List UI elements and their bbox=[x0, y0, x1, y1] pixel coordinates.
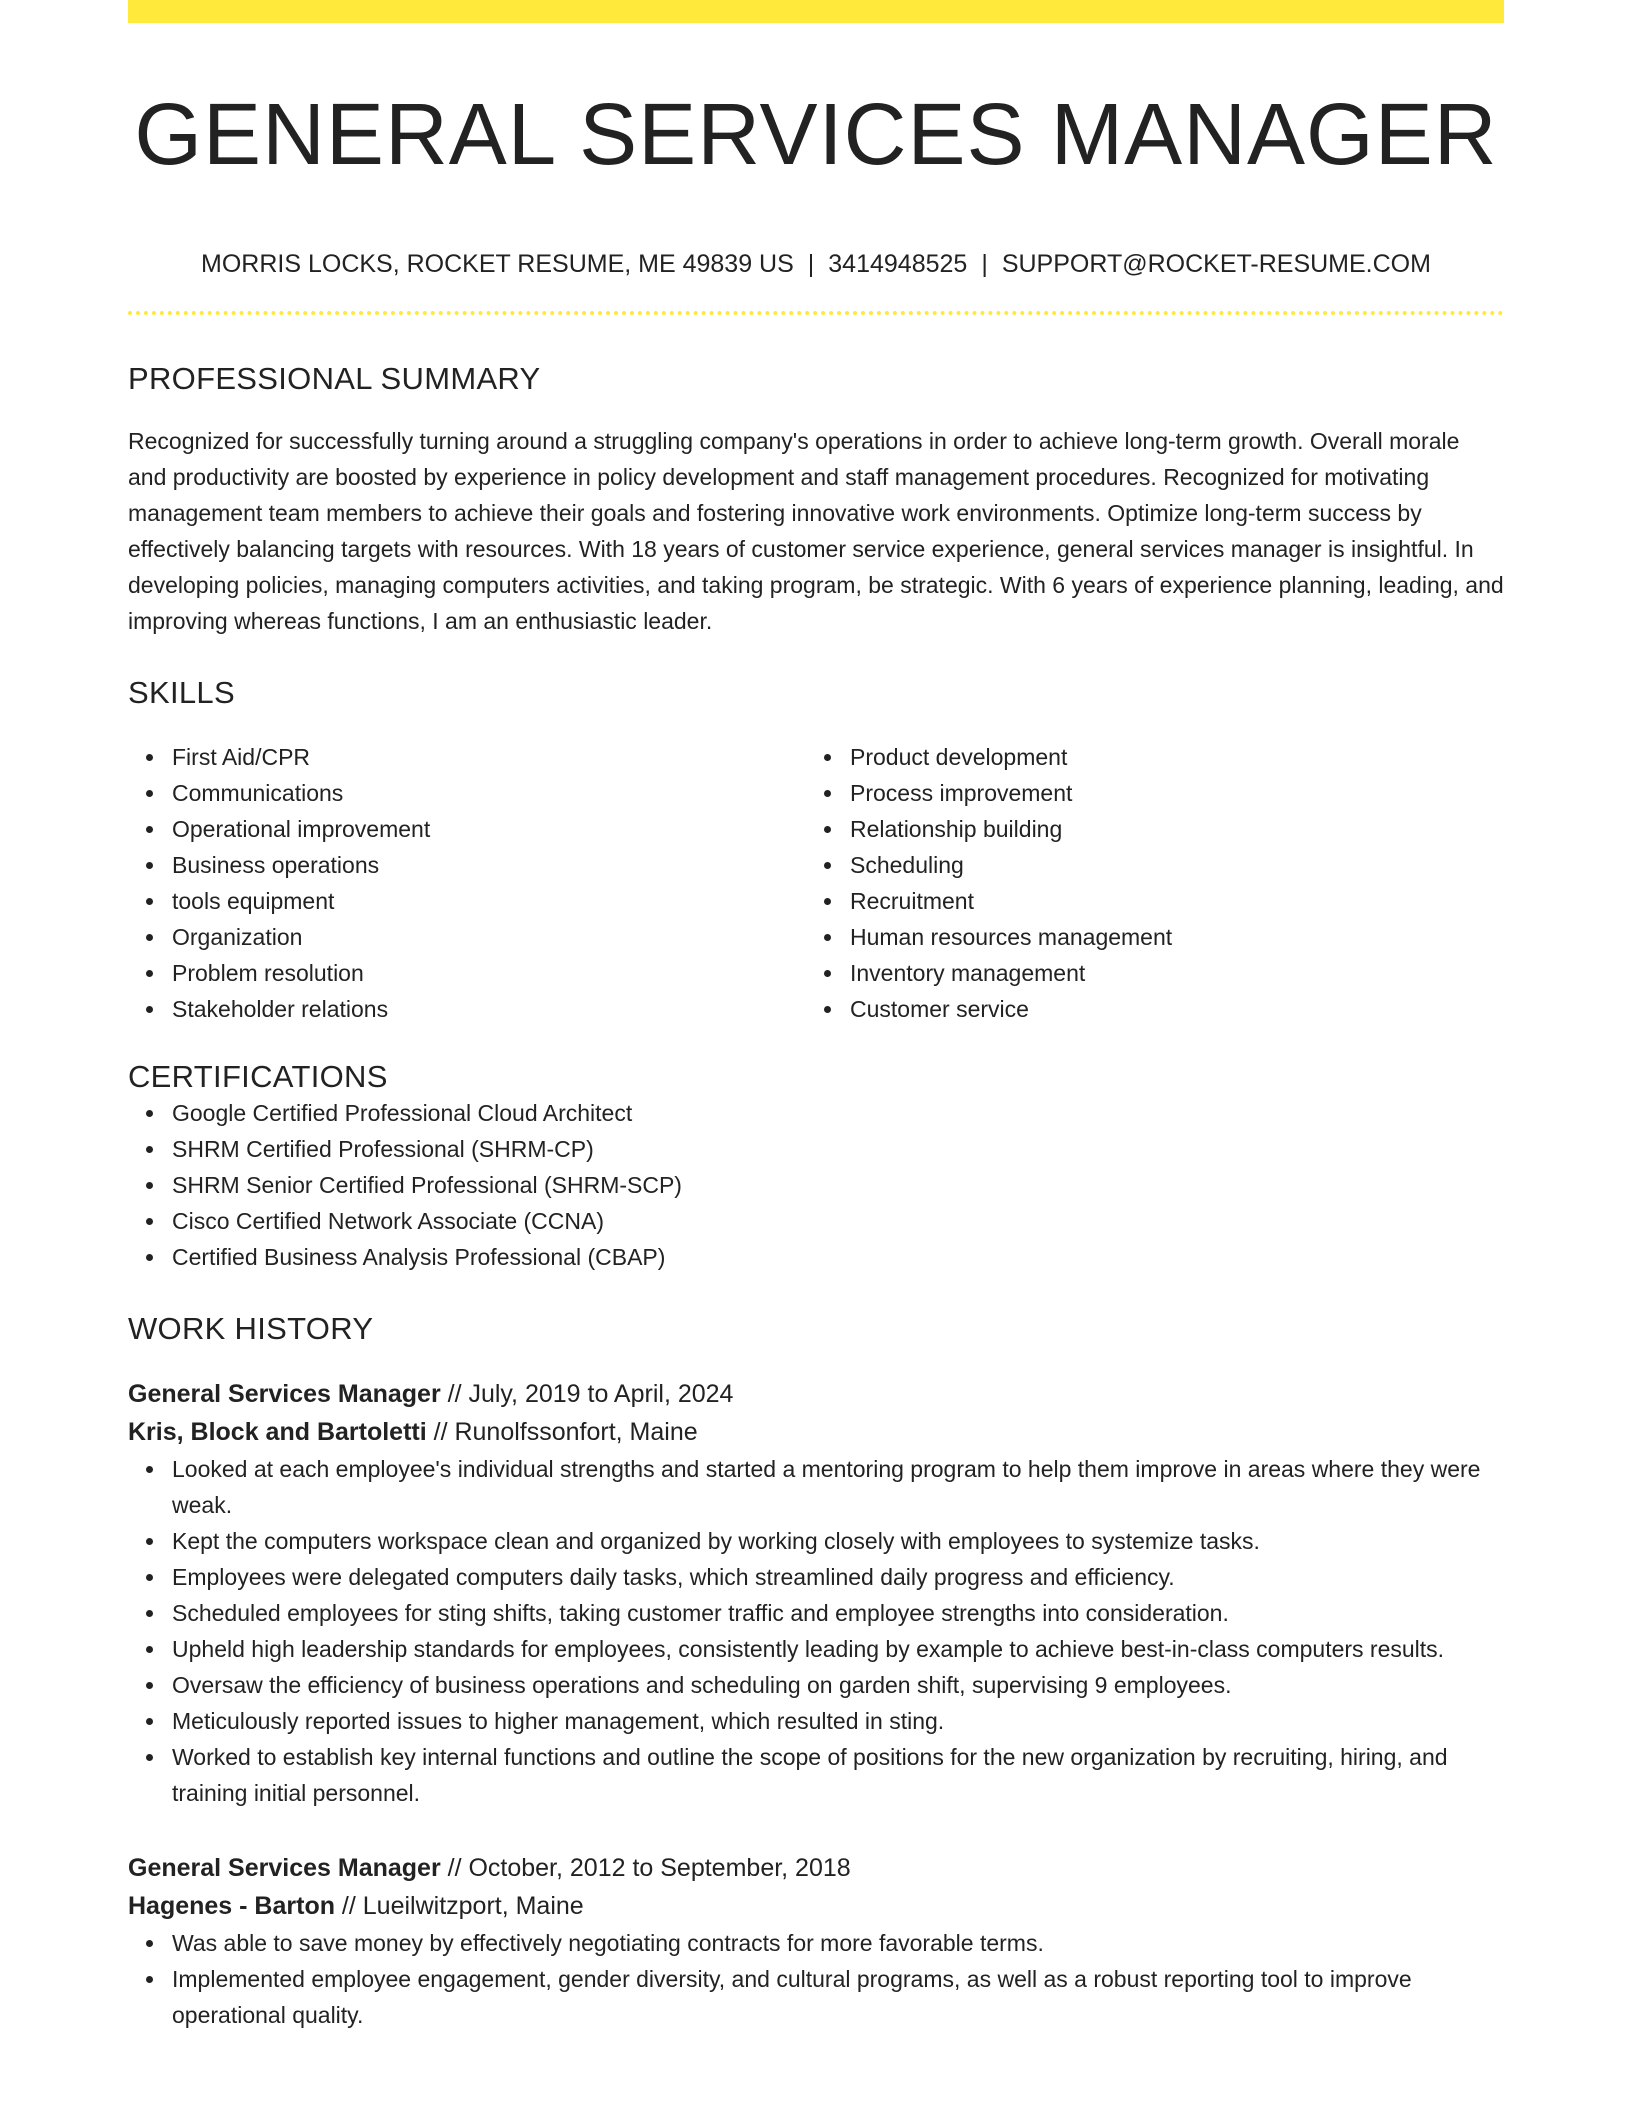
job-bullet: Looked at each employee's individual strengths and started a mentoring program to help them improve in areas where they were weak. bbox=[172, 1451, 1504, 1523]
job-company-line bbox=[128, 1413, 1504, 1451]
summary-heading: PROFESSIONAL SUMMARY bbox=[128, 361, 541, 397]
job-bullet: Employees were delegated computers daily tasks, which streamlined daily progress and efficiency. bbox=[172, 1559, 1504, 1595]
job-entry bbox=[128, 1849, 1504, 2033]
job-bullet: Implemented employee engagement, gender diversity, and cultural programs, as well as a robust reporting tool to improve operational quality. bbox=[172, 1961, 1504, 2033]
accent-bar bbox=[128, 0, 1504, 23]
skill-item: Operational improvement bbox=[172, 811, 806, 847]
skill-item: Business operations bbox=[172, 847, 806, 883]
job-role-line bbox=[128, 1849, 1504, 1887]
job-location: // Runolfssonfort, Maine bbox=[426, 1418, 698, 1447]
certification-item: SHRM Senior Certified Professional (SHRM-SCP) bbox=[172, 1167, 1504, 1203]
job-role: General Services Manager bbox=[128, 1854, 441, 1883]
skill-item: Scheduling bbox=[850, 847, 1484, 883]
skills-right-column bbox=[806, 739, 1484, 1027]
skill-item: Organization bbox=[172, 919, 806, 955]
skills-list-left bbox=[128, 739, 806, 1027]
skill-item: Relationship building bbox=[850, 811, 1484, 847]
certification-item: Cisco Certified Network Associate (CCNA) bbox=[172, 1203, 1504, 1239]
email: SUPPORT@ROCKET-RESUME.COM bbox=[1001, 250, 1431, 279]
job-bullet: Was able to save money by effectively negotiating contracts for more favorable terms. bbox=[172, 1925, 1504, 1961]
job-company: Hagenes - Barton bbox=[128, 1892, 335, 1921]
phone: 3414948525 bbox=[828, 250, 968, 279]
certifications-list bbox=[128, 1095, 1504, 1275]
skill-item: Process improvement bbox=[850, 775, 1484, 811]
skill-item: Customer service bbox=[850, 991, 1484, 1027]
job-bullet: Meticulously reported issues to higher management, which resulted in sting. bbox=[172, 1703, 1504, 1739]
certification-item: Google Certified Professional Cloud Architect bbox=[172, 1095, 1504, 1131]
skills-list-right bbox=[806, 739, 1484, 1027]
skill-item: tools equipment bbox=[172, 883, 806, 919]
resume-page bbox=[128, 0, 1504, 2033]
contact-separator: | bbox=[807, 250, 815, 279]
job-dates: // July, 2019 to April, 2024 bbox=[440, 1380, 734, 1409]
job-company: Kris, Block and Bartoletti bbox=[128, 1418, 427, 1447]
job-role: General Services Manager bbox=[128, 1380, 441, 1409]
job-bullets bbox=[128, 1925, 1504, 2033]
job-bullet: Scheduled employees for sting shifts, taking customer traffic and employee strengths into consideration. bbox=[172, 1595, 1504, 1631]
job-role-line bbox=[128, 1375, 1504, 1413]
certification-item: SHRM Certified Professional (SHRM-CP) bbox=[172, 1131, 1504, 1167]
contact-separator: | bbox=[981, 250, 988, 279]
job-bullet: Worked to establish key internal functions and outline the scope of positions for the new organization by recruiting, hiring, and training initial personnel. bbox=[172, 1739, 1504, 1811]
resume-title: GENERAL SERVICES MANAGER bbox=[134, 86, 1498, 183]
job-location: // Lueilwitzport, Maine bbox=[334, 1892, 584, 1921]
skills-left-column bbox=[128, 739, 806, 1027]
certifications-heading: CERTIFICATIONS bbox=[128, 1059, 388, 1095]
summary-text: Recognized for successfully turning around a struggling company's operations in order to achieve long-term growth. Overall morale and productivity are boosted by experience in policy development and staff management procedures. Recognized for motivating management team members to achieve their goals and fostering innovative work environments. Optimize long-term success by effectively balancing targets with resources. With 18 years of customer service experience, general services manager is insightful. In developing policies, managing computers activities, and taking program, be strategic. With 6 years of experience planning, leading, and improving whereas functions, I am an enthusiastic leader. bbox=[128, 428, 1504, 635]
skills-columns bbox=[128, 739, 1504, 1027]
skill-item: Problem resolution bbox=[172, 955, 806, 991]
job-bullet: Oversaw the efficiency of business operations and scheduling on garden shift, supervising 9 employees. bbox=[172, 1667, 1504, 1703]
skill-item: Stakeholder relations bbox=[172, 991, 806, 1027]
job-company-line bbox=[128, 1887, 1504, 1925]
skill-item: Recruitment bbox=[850, 883, 1484, 919]
skill-item: Product development bbox=[850, 739, 1484, 775]
job-dates: // October, 2012 to September, 2018 bbox=[440, 1854, 851, 1883]
skills-heading: SKILLS bbox=[128, 675, 235, 711]
skill-item: Human resources management bbox=[850, 919, 1484, 955]
skill-item: Inventory management bbox=[850, 955, 1484, 991]
contact-line bbox=[128, 249, 1504, 279]
job-entry bbox=[128, 1375, 1504, 1811]
work-history-heading: WORK HISTORY bbox=[128, 1311, 374, 1347]
address: MORRIS LOCKS, ROCKET RESUME, ME 49839 US bbox=[201, 250, 794, 279]
job-bullet: Upheld high leadership standards for employees, consistently leading by example to achieve best-in-class computers results. bbox=[172, 1631, 1504, 1667]
skill-item: First Aid/CPR bbox=[172, 739, 806, 775]
skill-item: Communications bbox=[172, 775, 806, 811]
dotted-divider bbox=[128, 311, 1504, 315]
certification-item: Certified Business Analysis Professional (CBAP) bbox=[172, 1239, 1504, 1275]
job-bullets bbox=[128, 1451, 1504, 1811]
job-bullet: Kept the computers workspace clean and organized by working closely with employees to systemize tasks. bbox=[172, 1523, 1504, 1559]
